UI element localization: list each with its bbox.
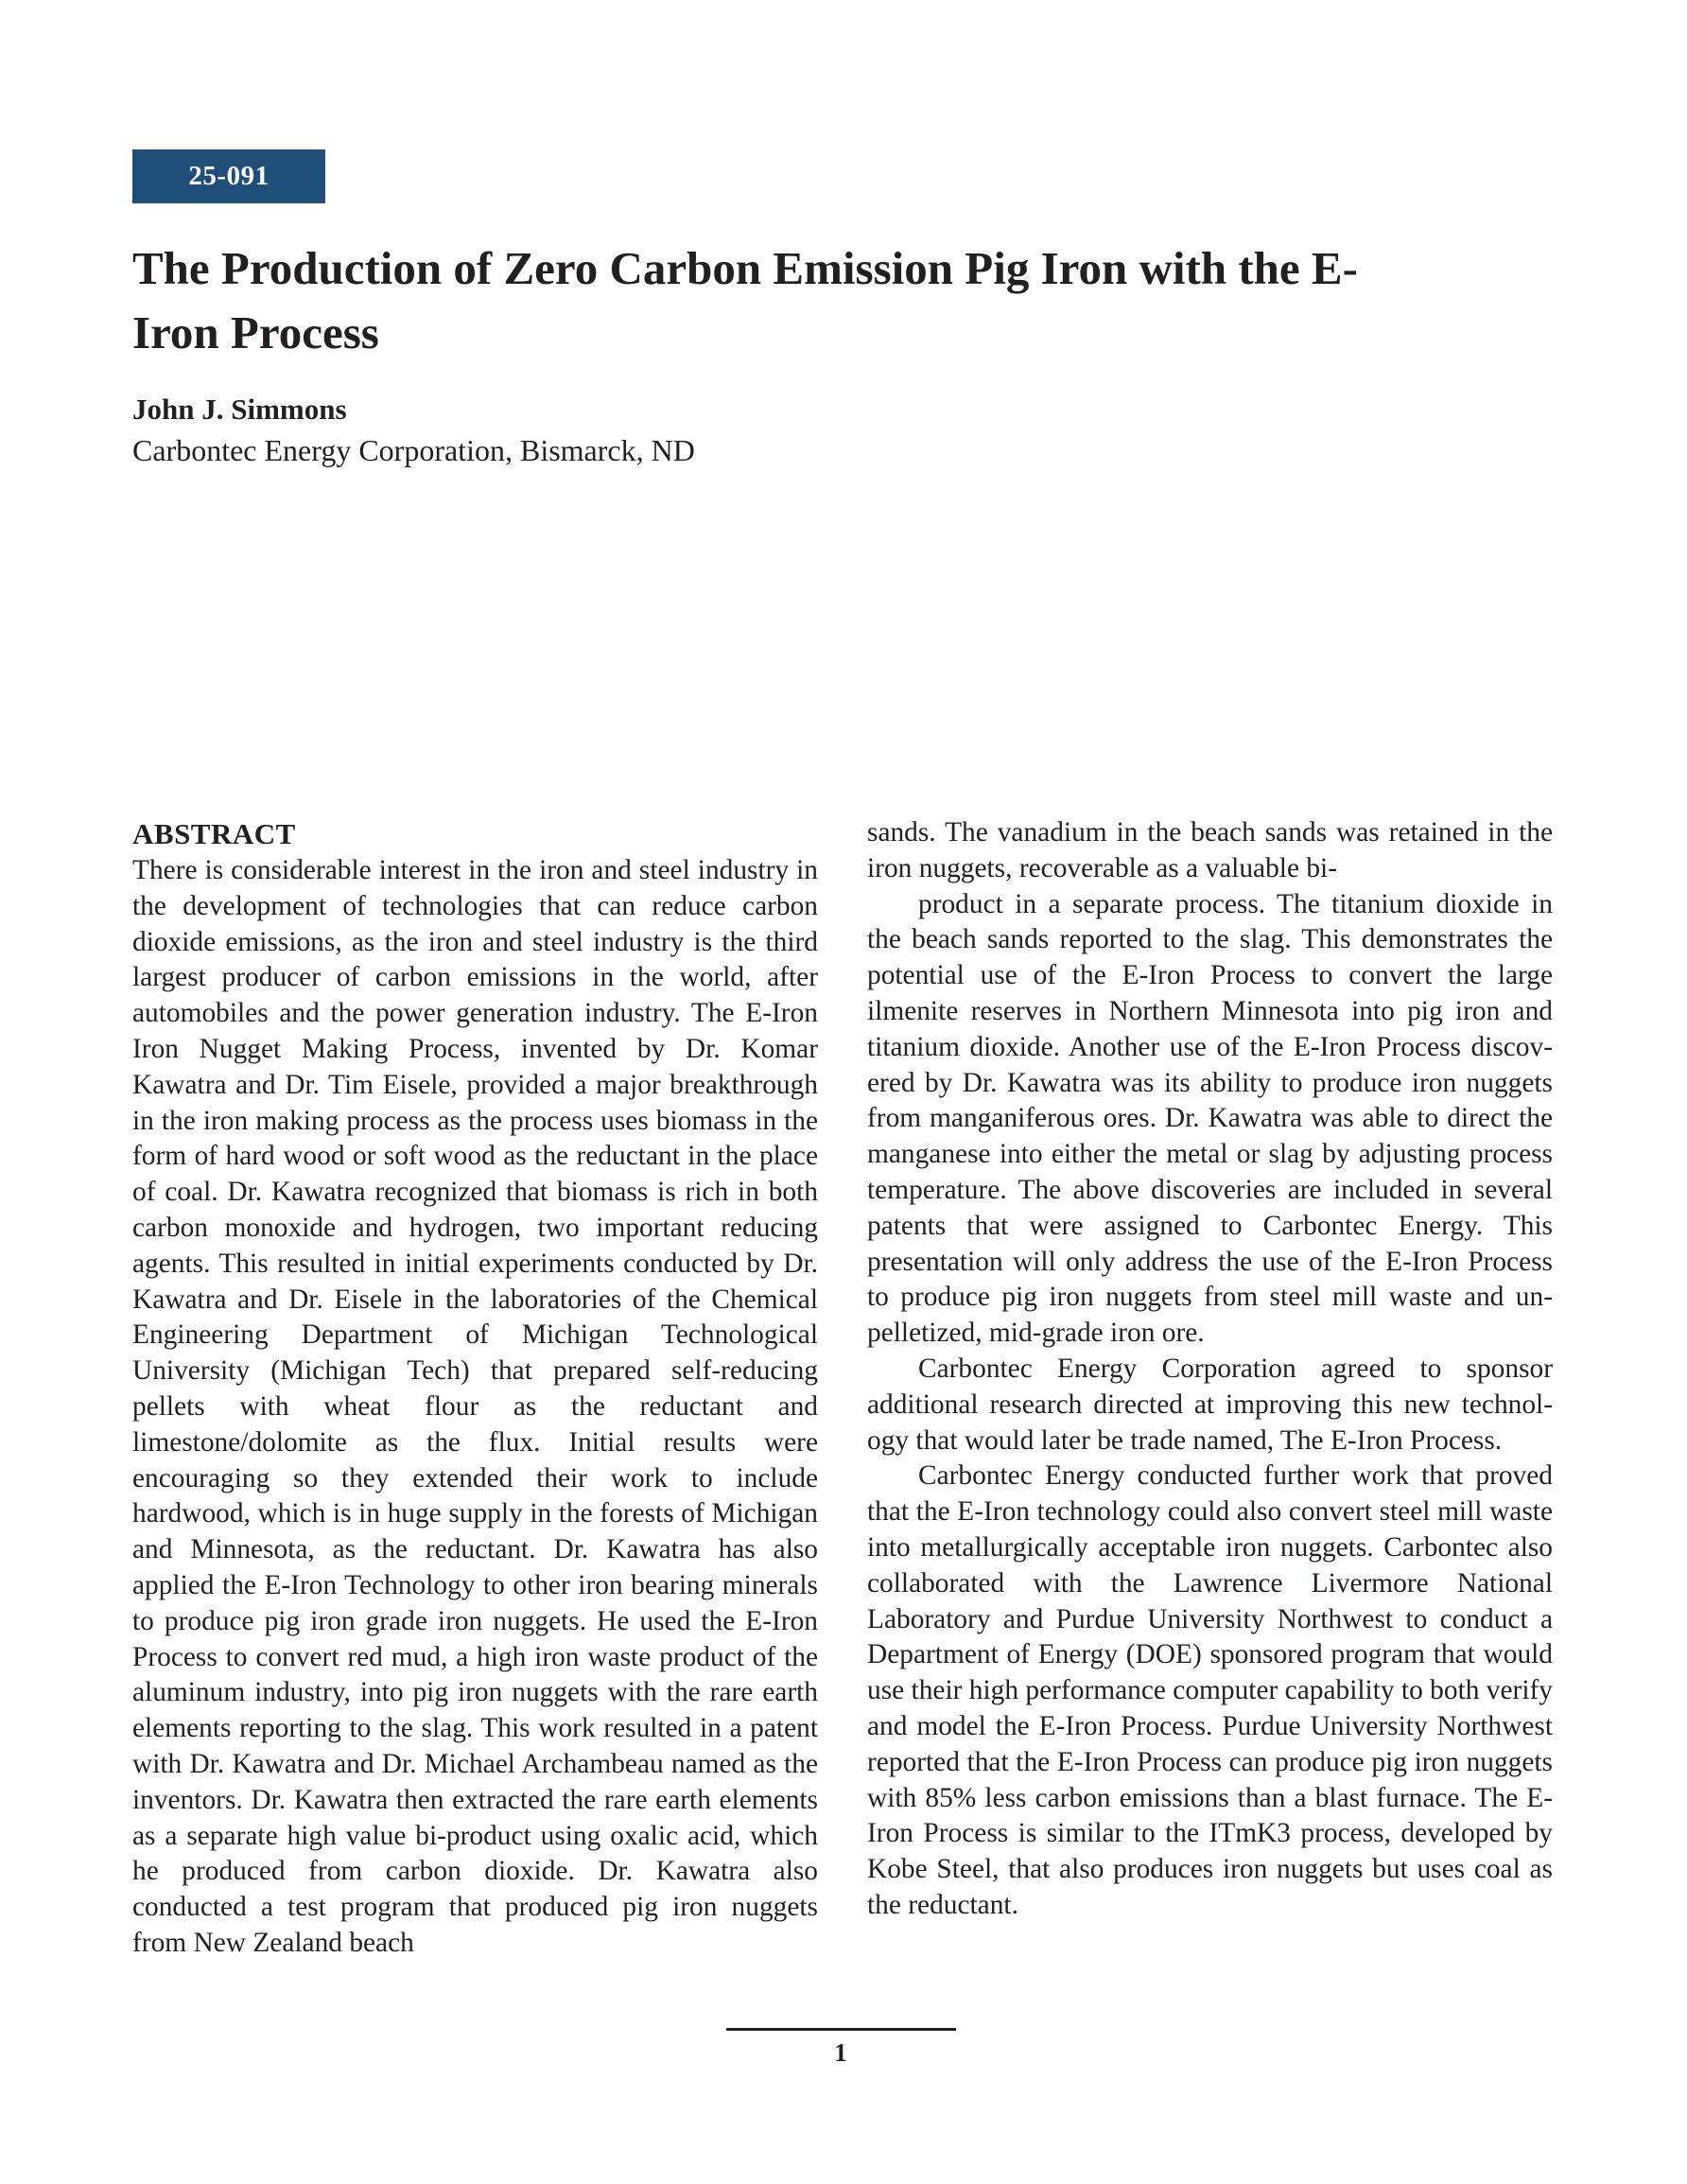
abstract-paragraph-1-part-b: sands. The vanadium in the beach sands was retained in the iron nuggets, recoverable as a valuable bi- (867, 817, 1553, 883)
author-affiliation: Carbontec Energy Corporation, Bismarck, ND (132, 433, 695, 467)
abstract-paragraph-4: Carbontec Energy conducted further work that proved that the E-Iron technology could also convert steel mill waste into metallurgically acceptable iron nuggets. Carbontec also collaborated with the Lawrence Livermore National Laboratory and Purdue University Northwest to conduct a Department of Energy (DOE) sponsored program that would use their high performance computer capability to both verify and model the E-Iron Process. Purdue University Northwest reported that the E-Iron Process can produce pig iron nuggets with 85% less carbon emissions than a blast furnace. The E-Iron Process is similar to the ITmK3 process, developed by Kobe Steel, that also produces iron nuggets but uses coal as the reductant. (867, 1460, 1553, 1920)
abstract-right-column (867, 815, 1553, 1924)
abstract-paragraph-2: product in a separate process. The titanium dioxide in the beach sands reported to the slag. This demonstrates the potential use of the E-Iron Process to convert the large ilmenite reserves in Northern Minnesota into pig iron and titanium dioxide. Another use of the E-Iron Process discovered by Dr. Kawatra was its ability to produce iron nuggets from manganiferous ores. Dr. Kawatra was able to direct the manganese into either the metal or slag by adjusting process temperature. The above discoveries are included in several patents that were assigned to Carbontec Energy. This presentation will only address the use of the E-Iron Process to produce pig iron nuggets from steel mill waste and un-pelletized, mid-grade iron ore. (867, 888, 1553, 1349)
abstract-left-column (132, 815, 818, 1962)
abstract-paragraph-1-part-a: There is considerable interest in the iron and steel industry in the development of technologies that can reduce carbon dioxide emissions, as the iron and steel industry is the third largest producer of carbon emissions in the world, after automobiles and the power generation industry. The E-Iron Iron Nugget Making Process, invented by Dr. Komar Kawatra and Dr. Tim Eisele, provided a major breakthrough in the iron making process as the process uses biomass in the form of hard wood or soft wood as the reductant in the place of coal. Dr. Kawatra recognized that biomass is rich in both carbon monoxide and hydrogen, two important reducing agents. This resulted in initial experiments conducted by Dr. Kawatra and Dr. Eisele in the laboratories of the Chemical Engineering Department of Michigan Technological University (Michigan Tech) that prepared self-reducing pellets with wheat flour as the reductant and limestone/dolomite as the flux. Initial results were encouraging so they extended their work to include hardwood, which is in huge supply in the forests of Michigan and Minnesota, as the reductant. Dr. Kawatra has also applied the E-Iron Technology to other iron bearing minerals to produce pig iron grade iron nuggets. He used the E-Iron Process to convert red mud, a high iron waste product of the aluminum industry, into pig iron nuggets with the rare earth elements reporting to the slag. This work resulted in a patent with Dr. Kawatra and Dr. Michael Archambeau named as the inventors. Dr. Kawatra then extracted the rare earth elements as a separate high value bi-product using oxalic acid, which he produced from carbon dioxide. Dr. Kawatra also conducted a test program that produced pig iron nuggets from New Zealand beach (132, 855, 818, 1958)
abstract-heading: ABSTRACT (132, 817, 296, 850)
page-number: 1 (834, 2038, 847, 2067)
author-name: John J. Simmons (132, 393, 347, 426)
paper-id-badge: 25-091 (132, 149, 325, 203)
paper-title: The Production of Zero Carbon Emission Pig Iron with the E-Iron Process (132, 242, 1358, 358)
abstract-paragraph-3: Carbontec Energy Corporation agreed to sponsor additional research directed at improving this new technology that would later be trade named, The E-Iron Process. (867, 1353, 1553, 1456)
footer-rule (726, 2028, 956, 2031)
